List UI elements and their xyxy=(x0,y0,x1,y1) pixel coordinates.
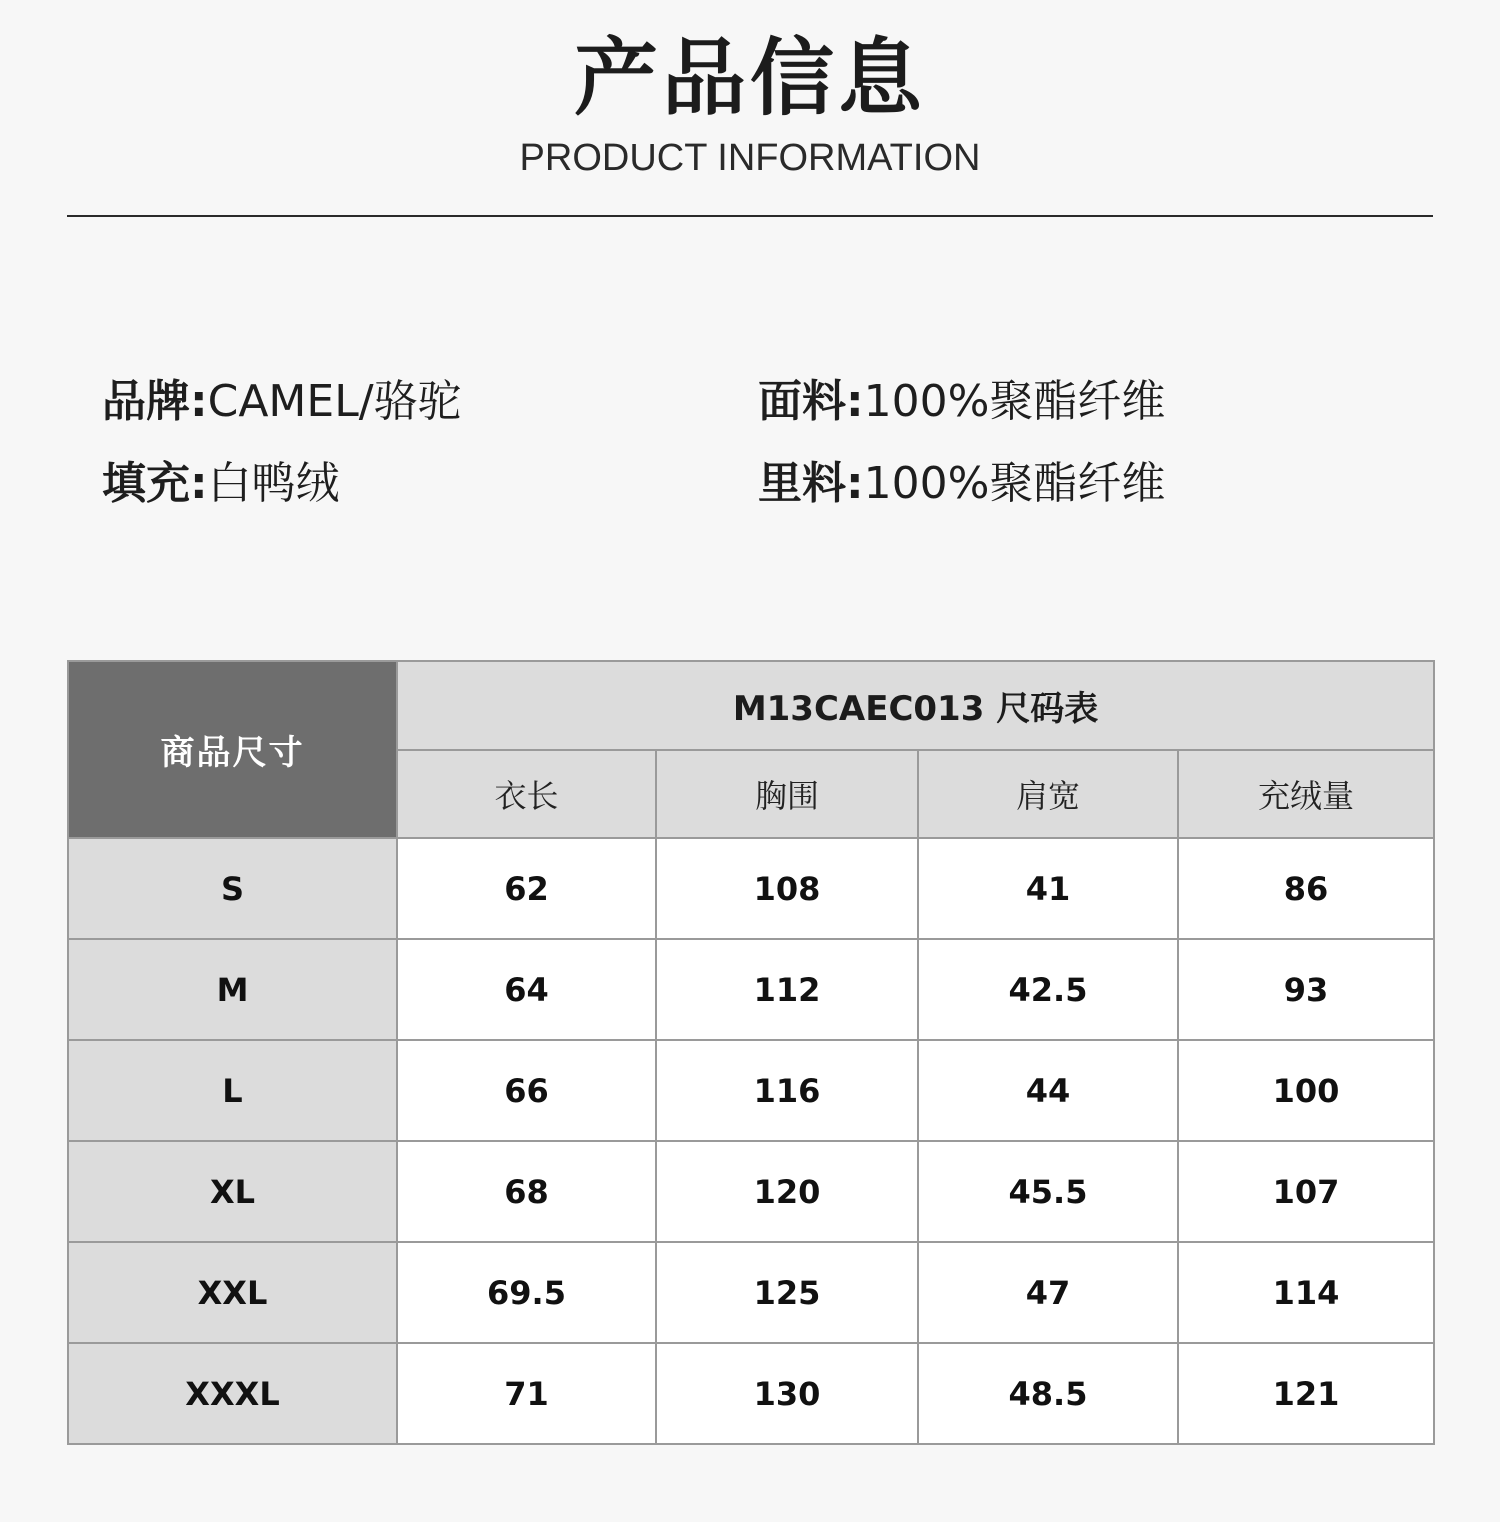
fabric-info xyxy=(758,376,1165,428)
header-divider xyxy=(67,215,1433,217)
column-header: 肩宽 xyxy=(918,750,1178,838)
fabric-label: 面料: xyxy=(758,376,864,427)
brand-label: 品牌: xyxy=(102,376,208,427)
table-cell: 47 xyxy=(918,1242,1178,1343)
table-cell: 120 xyxy=(656,1141,918,1242)
filling-label: 填充: xyxy=(102,458,208,509)
brand-value: CAMEL/骆驼 xyxy=(207,376,462,427)
fabric-value: 100%聚酯纤维 xyxy=(863,376,1166,427)
table-row xyxy=(68,838,1434,939)
page-subtitle: PRODUCT INFORMATION xyxy=(519,137,981,179)
lining-info xyxy=(758,458,1165,510)
model-title-cell: M13CAEC013 尺码表 xyxy=(397,661,1434,750)
table-cell: 69.5 xyxy=(397,1242,656,1343)
size-label: XL xyxy=(68,1141,397,1242)
table-cell: 125 xyxy=(656,1242,918,1343)
page-title: 产品信息 xyxy=(573,29,926,127)
table-row xyxy=(68,1141,1434,1242)
filling-value: 白鸭绒 xyxy=(207,458,340,509)
table-row xyxy=(68,1040,1434,1141)
size-label: S xyxy=(68,838,397,939)
lining-label: 里料: xyxy=(758,458,864,509)
size-label: M xyxy=(68,939,397,1040)
table-row xyxy=(68,1242,1434,1343)
size-label: XXL xyxy=(68,1242,397,1343)
table-row xyxy=(68,1343,1434,1444)
table-cell: 112 xyxy=(656,939,918,1040)
table-cell: 130 xyxy=(656,1343,918,1444)
table-cell: 93 xyxy=(1178,939,1434,1040)
size-label: L xyxy=(68,1040,397,1141)
size-header-cell: 商品尺寸 xyxy=(68,661,397,838)
table-cell: 44 xyxy=(918,1040,1178,1141)
table-cell: 114 xyxy=(1178,1242,1434,1343)
table-cell: 62 xyxy=(397,838,656,939)
table-cell: 45.5 xyxy=(918,1141,1178,1242)
table-cell: 116 xyxy=(656,1040,918,1141)
table-cell: 71 xyxy=(397,1343,656,1444)
table-cell: 41 xyxy=(918,838,1178,939)
table-cell: 100 xyxy=(1178,1040,1434,1141)
column-header: 胸围 xyxy=(656,750,918,838)
lining-value: 100%聚酯纤维 xyxy=(863,458,1166,509)
column-header: 衣长 xyxy=(397,750,656,838)
brand-info xyxy=(102,376,462,428)
table-cell: 86 xyxy=(1178,838,1434,939)
filling-info xyxy=(102,458,340,510)
table-cell: 48.5 xyxy=(918,1343,1178,1444)
column-header: 充绒量 xyxy=(1178,750,1434,838)
table-cell: 64 xyxy=(397,939,656,1040)
table-cell: 121 xyxy=(1178,1343,1434,1444)
size-label: XXXL xyxy=(68,1343,397,1444)
table-row xyxy=(68,939,1434,1040)
table-cell: 108 xyxy=(656,838,918,939)
table-cell: 107 xyxy=(1178,1141,1434,1242)
table-cell: 68 xyxy=(397,1141,656,1242)
table-cell: 66 xyxy=(397,1040,656,1141)
table-cell: 42.5 xyxy=(918,939,1178,1040)
size-chart-table xyxy=(67,660,1435,1445)
